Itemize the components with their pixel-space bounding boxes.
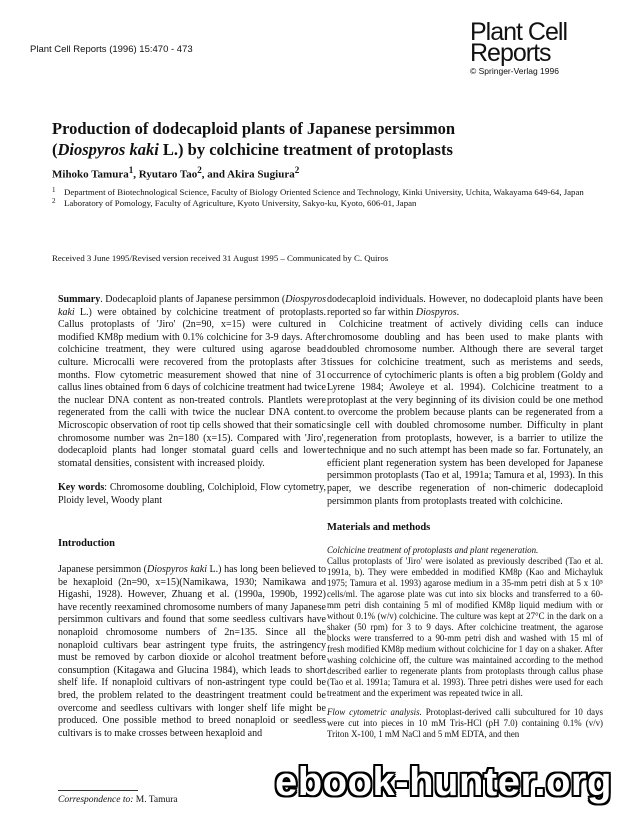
- intro-text-rest: L.) has long been believed to be hexaploid (2n=90, x=15)(Namikawa, 1930; Namikawa and Higashi, 1928). However, Zhuang et al. (1990a, 1990b, 1992) have recently reexamined chromosome numbers of many Japanese persimmon cultivars and found that some seedless cultivars have nonaploid chromosome numbers of 2n=135. Since all the nonaploid cultivars bear astringent type fruits, the astringency must be removed by carbon dioxide or alcohol treatment before consumption (Kitagawa and Glucina 1984), which leads to short shelf life. If nonaploid cultivars of non-astringent type could be bred, the problem related to the deastringent treatment could be overcome and seedless cultivars with longer shelf life might be produced. One possible method to breed nonaploid or seedless cultivars is to make crosses between hexaploid and: [58, 564, 326, 739]
- journal-logo: [470, 18, 600, 76]
- author-3: Akira Sugiura: [227, 168, 295, 181]
- affiliation-text: Department of Biotechnological Science, Faculty of Biology Oriented Science and Technology, Kinki University, Uchita, Wakayama 649-64, Japan: [64, 187, 584, 197]
- affiliation-2: [52, 198, 592, 209]
- author-1: Mihoko Tamura: [52, 168, 129, 181]
- right-paragraph-1: Colchicine treatment of actively dividing cells can induce chromosome doubling and has been used to make plants with doubled chromosome number. Although there are several target tissues for colchicine treatment, such as meristems and seeds, occurrence of cytochimeric plants is often a big problem (Goldy and Lyrene 1984; Awoleye et al. 1994). Colchicine treatment to a protoplast at the very beginning of its division could be one method to overcome the problem because plants can be regenerated from a single cell with doubled chromosome number. Difficulty in plant regeneration from protoplasts, however, is a barrier to utilize the technique and no such attempt has been made so far. Fortunately, an efficient plant regeneration system has been developed for Japanese persimmon protoplasts (Tao et al, 1991a; Tamura et al, 1993). In this paper, we describe regeneration of non-chimeric dodecaploid persimmon plants from protoplasts treated with colchicine.: [327, 319, 603, 507]
- author-2-affil: 2: [197, 165, 202, 175]
- methods-heading: Materials and methods: [327, 522, 431, 534]
- affiliation-number: 1: [52, 186, 56, 194]
- summary-label: Summary: [58, 294, 101, 305]
- title-line2: L.) by colchicine treatment of protoplasts: [158, 140, 453, 159]
- intro-text: Japanese persimmon (: [58, 564, 148, 576]
- methods-subheading: Colchicine treatment of protoplasts and plant regeneration.: [327, 544, 539, 555]
- right-paragraph-0: [327, 294, 603, 319]
- correspondence: [58, 795, 178, 805]
- flow-cytometry-text: Protoplast-derived calli subcultured for 10 days were cut into pieces in 10 mM Tris-HCl (pH 7.0) containing 0.1% (v/v) Triton X-100, 1 mM NaCl and 5 mM EDTA, and then: [327, 706, 603, 739]
- paper-title: Production of dodecaploid plants of Japanese persimmon (Diospyros kaki L.) by colchicine treatment of protoplasts: [52, 119, 456, 159]
- footnote-rule: [58, 790, 138, 791]
- intro-species: Diospyros kaki: [147, 564, 207, 576]
- right-column: [327, 294, 603, 740]
- text: dodecaploid individuals. However, no dodecaploid plants have been reported so far within: [327, 294, 603, 318]
- copyright: © Springer-Verlag 1996: [470, 66, 559, 76]
- affiliation-1: [52, 187, 592, 198]
- journal-citation: Plant Cell Reports (1996) 15:470 - 473: [30, 44, 193, 55]
- author-3-affil: 2: [294, 165, 300, 175]
- summary-text: . Dodecaploid plants of Japanese persimmon (: [100, 294, 286, 305]
- flow-cytometry-subheading: Flow cytometric analysis.: [327, 706, 422, 717]
- keywords-text: : Chromosome doubling, Colchiploid, Flow cytometry, Ploidy level, Woody plant: [58, 482, 326, 506]
- flow-cytometry-paragraph: [327, 707, 603, 740]
- affiliation-number: 2: [52, 197, 56, 206]
- watermark: ebook-hunter.org: [275, 760, 612, 804]
- left-column: [58, 294, 326, 740]
- keywords-label: Key words: [58, 482, 105, 494]
- author-list: [52, 165, 299, 181]
- summary-text-rest: L.) were obtained by colchicine treatment of protoplasts. Callus protoplasts of 'Jiro' (2n=90, x=15) were cultured in modified KM8p medium with 0.1% colchicine for 3-9 days. After colchicine treatment, they were cultured using agarose bead culture. Microcalli were recovered from the protoplasts after 3 months. Flow cytometric measurement showed that nine of 31 callus lines obtained from 6 days of colchicine treatment had twice the nuclear DNA content as non-treated controls. Plantlets were regenerated from the calli with twice the nuclear DNA content. Microscopic observation of root tip cells showed that their somatic chromosome number was 2n=180 (x=15). Compared with 'Jiro', dodecaploid plants had longer stomatal guard cells and lower stomatal densities, consistent with increased ploidy.: [58, 306, 326, 469]
- intro-paragraph: [58, 564, 326, 740]
- methods-paragraph: Callus protoplasts of 'Jiro' were isolated as previously described (Tao et al. 1991a, b). They were embedded in modified KM8p (Kao and Michayluk 1975; Tamura et al. 1993) agarose medium in a 35-mm petri dish at 5 x 10⁵ cells/ml. The agarose plate was cut into six blocks and transferred to a 60-mm petri dish containing 5 ml of modified KM8p liquid medium with or without 0.1% (w/v) colchicine. The culture was kept at 27°C in the dark on a shaker (50 rpm) for 3 to 9 days. After colchicine treatment, the agarose blocks were transferred to a 90-mm petri dish and washed with 15 ml of fresh modified KM8p medium without colchicine for 1 day on a shaker. After washing colchicine off, the culture was maintained according to the method described earlier to regenerate plants from protoplasts through callus phase (Tao et al. 1991a; Tamura et al. 1993). Three petri dishes were used for each treatment and the experiment was repeated twice in all.: [327, 555, 603, 698]
- author-sep: ,: [133, 168, 139, 181]
- author-2: Ryutaro Tao: [138, 168, 198, 181]
- affiliation-text: Laboratory of Pomology, Faculty of Agriculture, Kyoto University, Sakyo-ku, Kyoto, 606-01, Japan: [64, 198, 417, 209]
- correspondence-label: Correspondence to:: [58, 795, 134, 805]
- received-dates: Received 3 June 1995/Revised version received 31 August 1995 – Communicated by C. Quiros: [52, 253, 389, 263]
- genus-name: Diospyros: [415, 306, 457, 318]
- summary-species: Diospyros kaki: [58, 294, 326, 318]
- affiliations: [52, 187, 592, 209]
- author-sep: , and: [201, 168, 228, 181]
- title-line1: Production of dodecaploid plants of Japanese persimmon: [52, 119, 456, 138]
- title-species: Diospyros kaki: [57, 140, 159, 159]
- keywords: [58, 482, 326, 507]
- journal-name-line2: Reports: [470, 39, 551, 67]
- summary: [58, 294, 326, 470]
- intro-heading: Introduction: [58, 537, 115, 549]
- author-1-affil: 1: [128, 165, 134, 175]
- correspondence-name: M. Tamura: [133, 795, 178, 805]
- journal-name-line1: Plant Cell: [470, 18, 567, 46]
- text: .: [456, 306, 460, 318]
